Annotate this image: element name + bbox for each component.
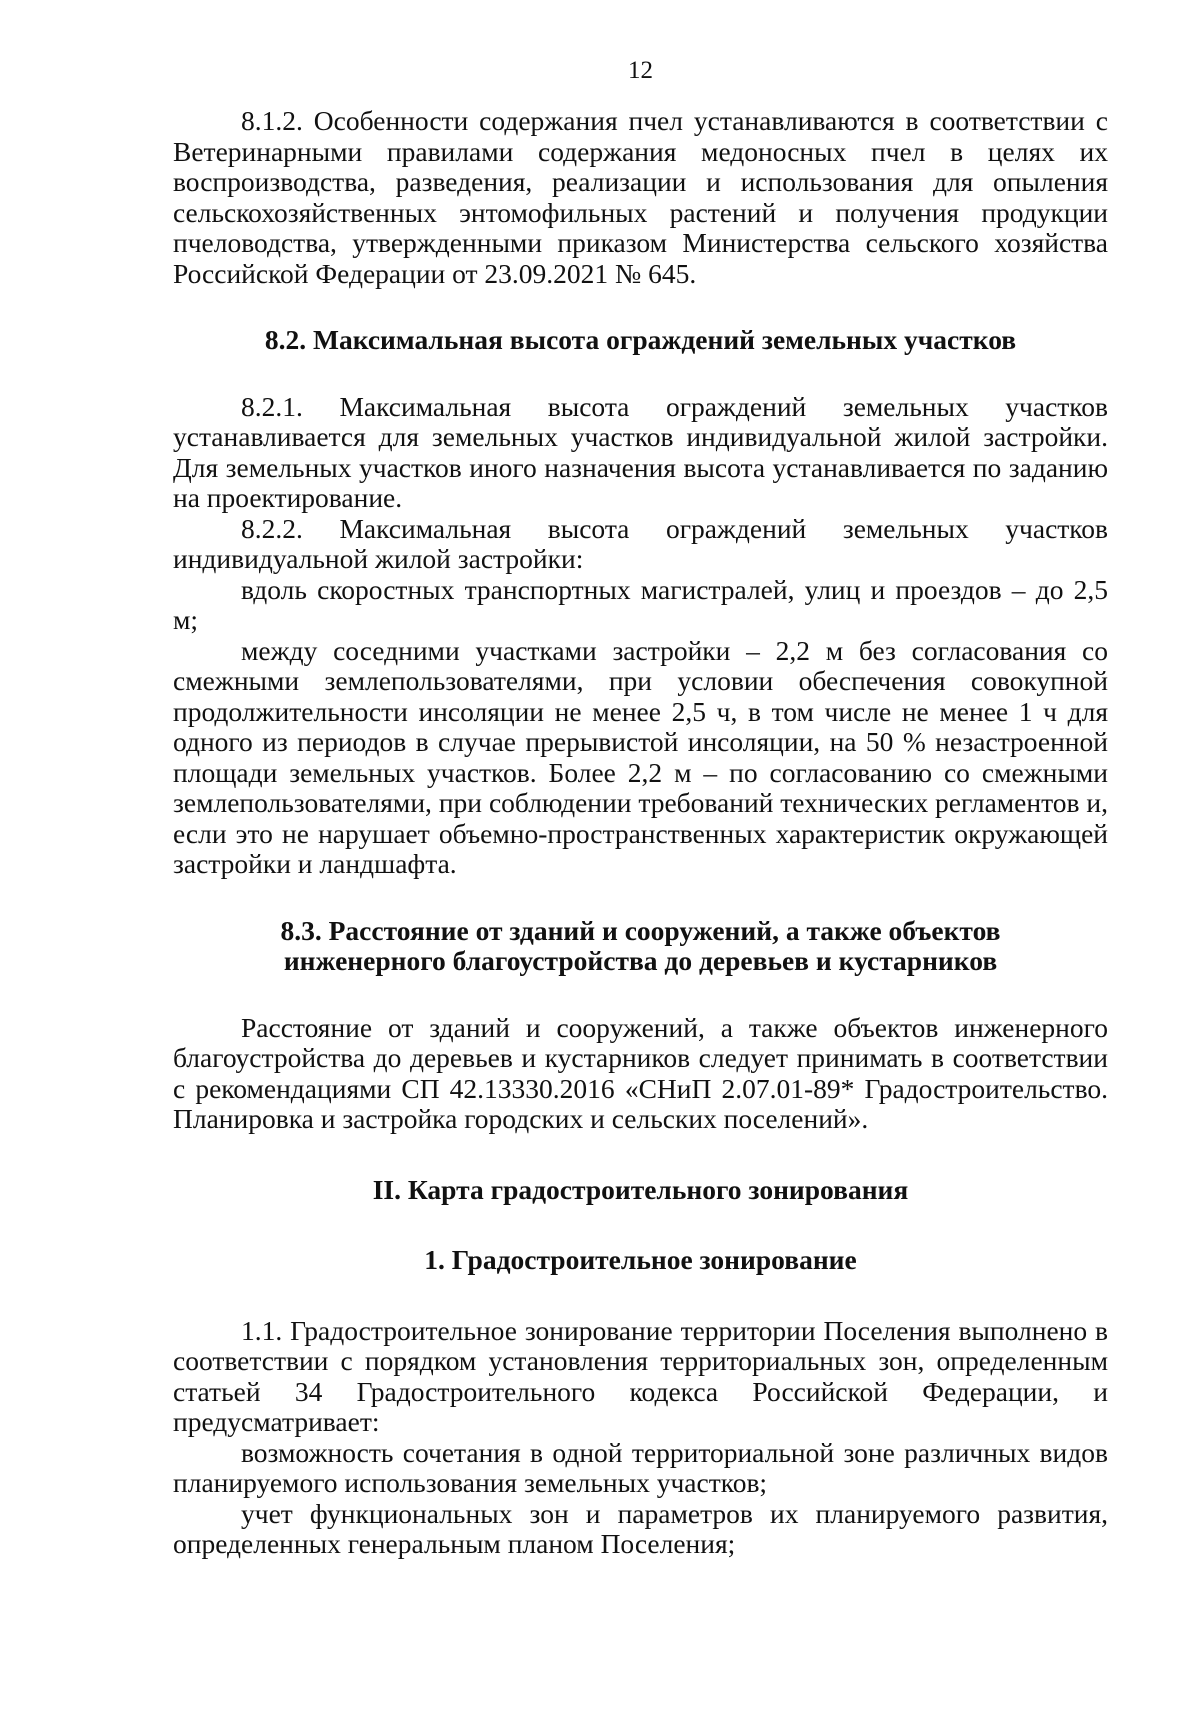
paragraph-neighbors: между соседними участками застройки – 2,2 м без согласования со смежными землепользователями, при условии обеспечения совокупной продолжительности инсоляции не менее 2,5 ч, в том числе не менее 1 ч для одного из периодов в случае прерывистой инсоляции, на 50 % незастроенной площади земельных участков. Более 2,2 м – по согласованию со смежными землепользователями, при соблюдении требований технических регламентов и, если это не нарушает объемно-пространственных характеристик окружающей застройки и ландшафта. [173, 634, 1108, 879]
page-number: 12 [628, 57, 653, 84]
paragraph-roads: вдоль скоростных транспортных магистралей, улиц и проездов – до 2,5 м; [173, 573, 1108, 635]
paragraph-8-3: Расстояние от зданий и сооружений, а также объектов инженерного благоустройства до деревьев и кустарников следует принимать в соответствии с рекомендациями СП 42.13330.2016 «СНиП 2.07.01-89* Градостроительство. Планировка и застройка городских и сельских поселений». [173, 1011, 1108, 1134]
heading-8-2: 8.2. Максимальная высота ограждений земельных участков [264, 324, 1017, 355]
paragraph-8-2-1: 8.2.1. Максимальная высота ограждений земельных участков устанавливается для земельных участков индивидуальной жилой застройки. Для земельных участков иного назначения высота устанавливается по заданию на проектирование. [173, 390, 1108, 513]
paragraph-combination: возможность сочетания в одной территориальной зоне различных видов планируемого использования земельных участков; [173, 1436, 1108, 1498]
heading-1: 1. Градостроительное зонирование [424, 1244, 857, 1275]
heading-8-3 [173, 916, 1108, 977]
heading-8-3-line1: 8.3. Расстояние от зданий и сооружений, а также объектов [280, 914, 1001, 946]
paragraph-8-2-2: 8.2.2. Максимальная высота ограждений земельных участков индивидуальной жилой застройки: [173, 512, 1108, 574]
paragraph-1-1: 1.1. Градостроительное зонирование территории Поселения выполнено в соответствии с порядком установления территориальных зон, определенным статьей 34 Градостроительного кодекса Российской Федерации, и предусматривает: [173, 1314, 1108, 1437]
heading-8-3-line2: инженерного благоустройства до деревьев и кустарников [283, 945, 998, 976]
heading-section-II: II. Карта градостроительного зонирования [372, 1173, 909, 1205]
paragraph-functional-zones: учет функциональных зон и параметров их планируемого развития, определенных генеральным планом Поселения; [173, 1497, 1108, 1559]
paragraph-8-1-2: 8.1.2. Особенности содержания пчел устанавливаются в соответствии с Ветеринарными правилами содержания медоносных пчел в целях их воспроизводства, разведения, реализации и использования для опыления сельскохозяйственных энтомофильных растений и получения продукции пчеловодства, утвержденными приказом Министерства сельского хозяйства Российской Федерации от 23.09.2021 № 645. [173, 105, 1108, 289]
